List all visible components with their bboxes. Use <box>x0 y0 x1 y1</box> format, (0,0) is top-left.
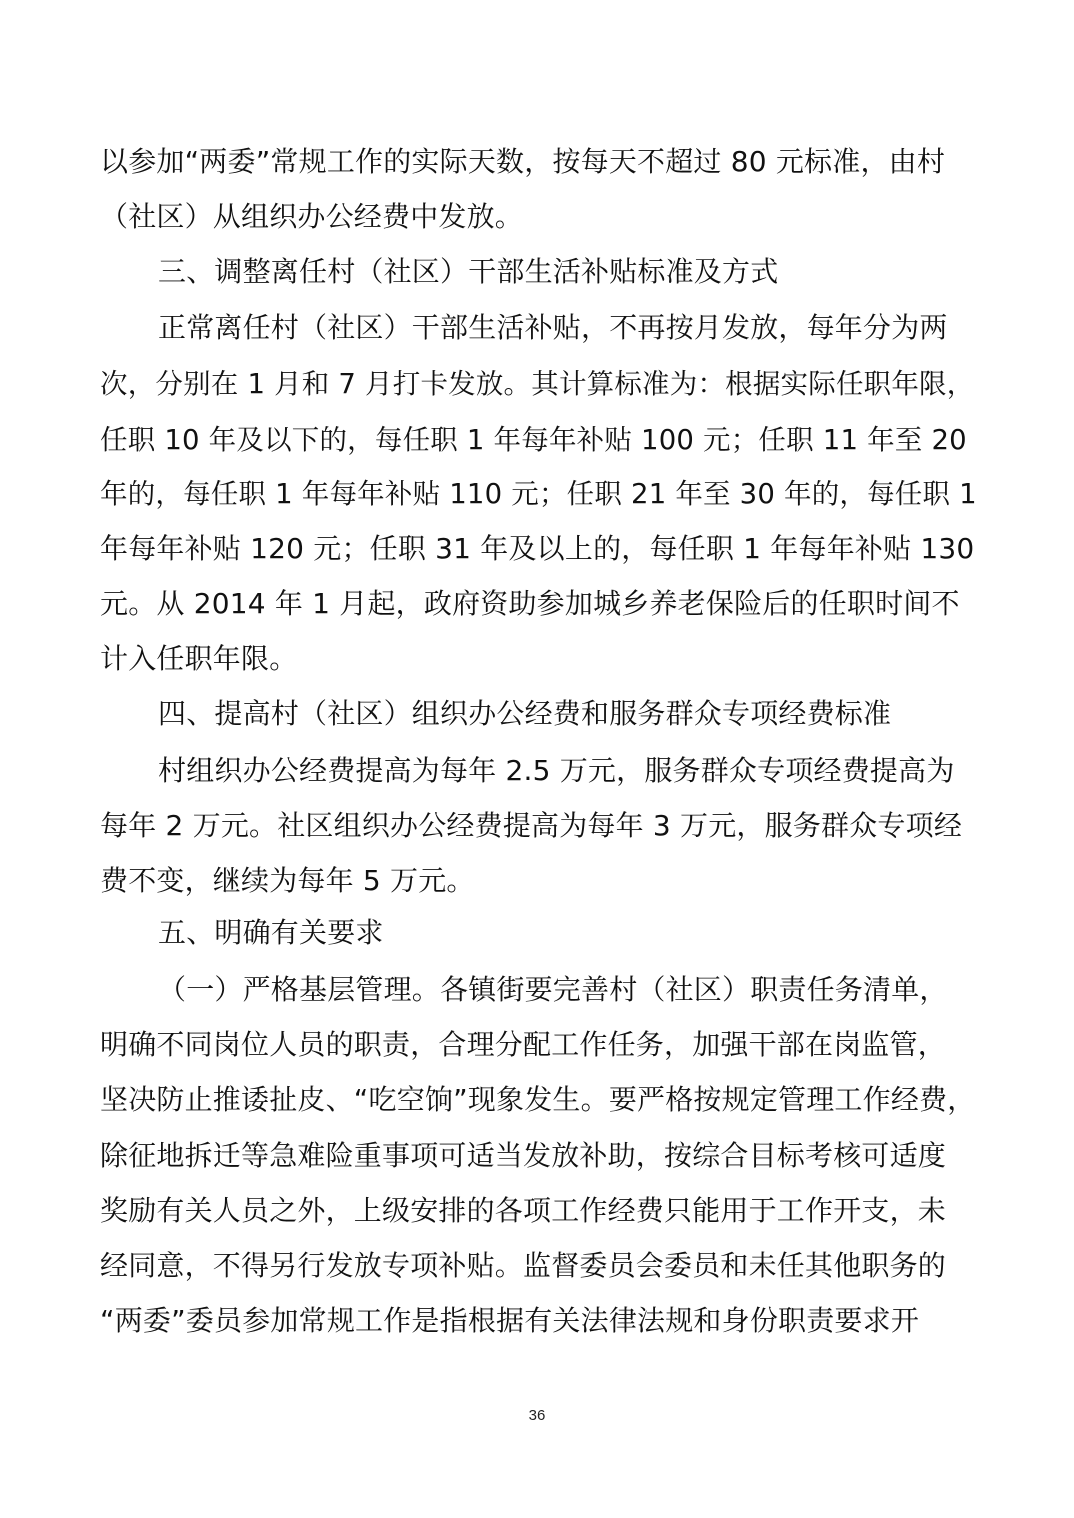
text-line: 明确不同岗位人员的职责，合理分配工作任务，加强干部在岗监管， <box>100 1028 947 1061</box>
text-line: 元。从 2014 年 1 月起，政府资助参加城乡养老保险后的任职时间不 <box>100 587 960 620</box>
text-line: 奖励有关人员之外，上级安排的各项工作经费只能用于工作开支，未 <box>100 1194 947 1227</box>
text-line: 费不变，继续为每年 5 万元。 <box>100 864 475 897</box>
text-line: 年的，每任职 1 年每年补贴 110 元；任职 21 年至 30 年的，每任职 1 <box>100 478 977 510</box>
section-heading: 四、提高村（社区）组织办公经费和服务群众专项经费标准 <box>158 697 892 730</box>
section-heading: 五、明确有关要求 <box>158 916 384 949</box>
text-line: 任职 10 年及以下的，每任职 1 年每年补贴 100 元；任职 11 年至 20 <box>100 424 967 456</box>
text-line: 经同意，不得另行发放专项补贴。监督委员会委员和未任其他职务的 <box>100 1249 947 1282</box>
text-line: 坚决防止推诿扯皮、“吃空饷”现象发生。要严格按规定管理工作经费， <box>100 1083 976 1116</box>
text-line: 以参加“两委”常规工作的实际天数，按每天不超过 80 元标准，由村 <box>100 145 946 178</box>
text-line: （一）严格基层管理。各镇街要完善村（社区）职责任务清单， <box>158 973 948 1006</box>
text-line: “两委”委员参加常规工作是指根据有关法律法规和身份职责要求开 <box>100 1304 920 1337</box>
text-line: 年每年补贴 120 元；任职 31 年及以上的，每任职 1 年每年补贴 130 <box>100 532 975 565</box>
text-line: 次，分别在 1 月和 7 月打卡发放。其计算标准为：根据实际任职年限， <box>100 368 975 400</box>
text-line: 计入任职年限。 <box>100 642 298 675</box>
section-heading: 三、调整离任村（社区）干部生活补贴标准及方式 <box>158 255 779 288</box>
text-line: 村组织办公经费提高为每年 2.5 万元，服务群众专项经费提高为 <box>158 754 955 787</box>
page-number: 36 <box>528 1407 546 1424</box>
text-line: 除征地拆迁等急难险重事项可适当发放补助，按综合目标考核可适度 <box>100 1139 947 1172</box>
text-line: （社区）从组织办公经费中发放。 <box>100 200 524 233</box>
text-line: 正常离任村（社区）干部生活补贴，不再按月发放，每年分为两 <box>158 311 948 344</box>
text-line: 每年 2 万元。社区组织办公经费提高为每年 3 万元，服务群众专项经 <box>100 809 963 842</box>
